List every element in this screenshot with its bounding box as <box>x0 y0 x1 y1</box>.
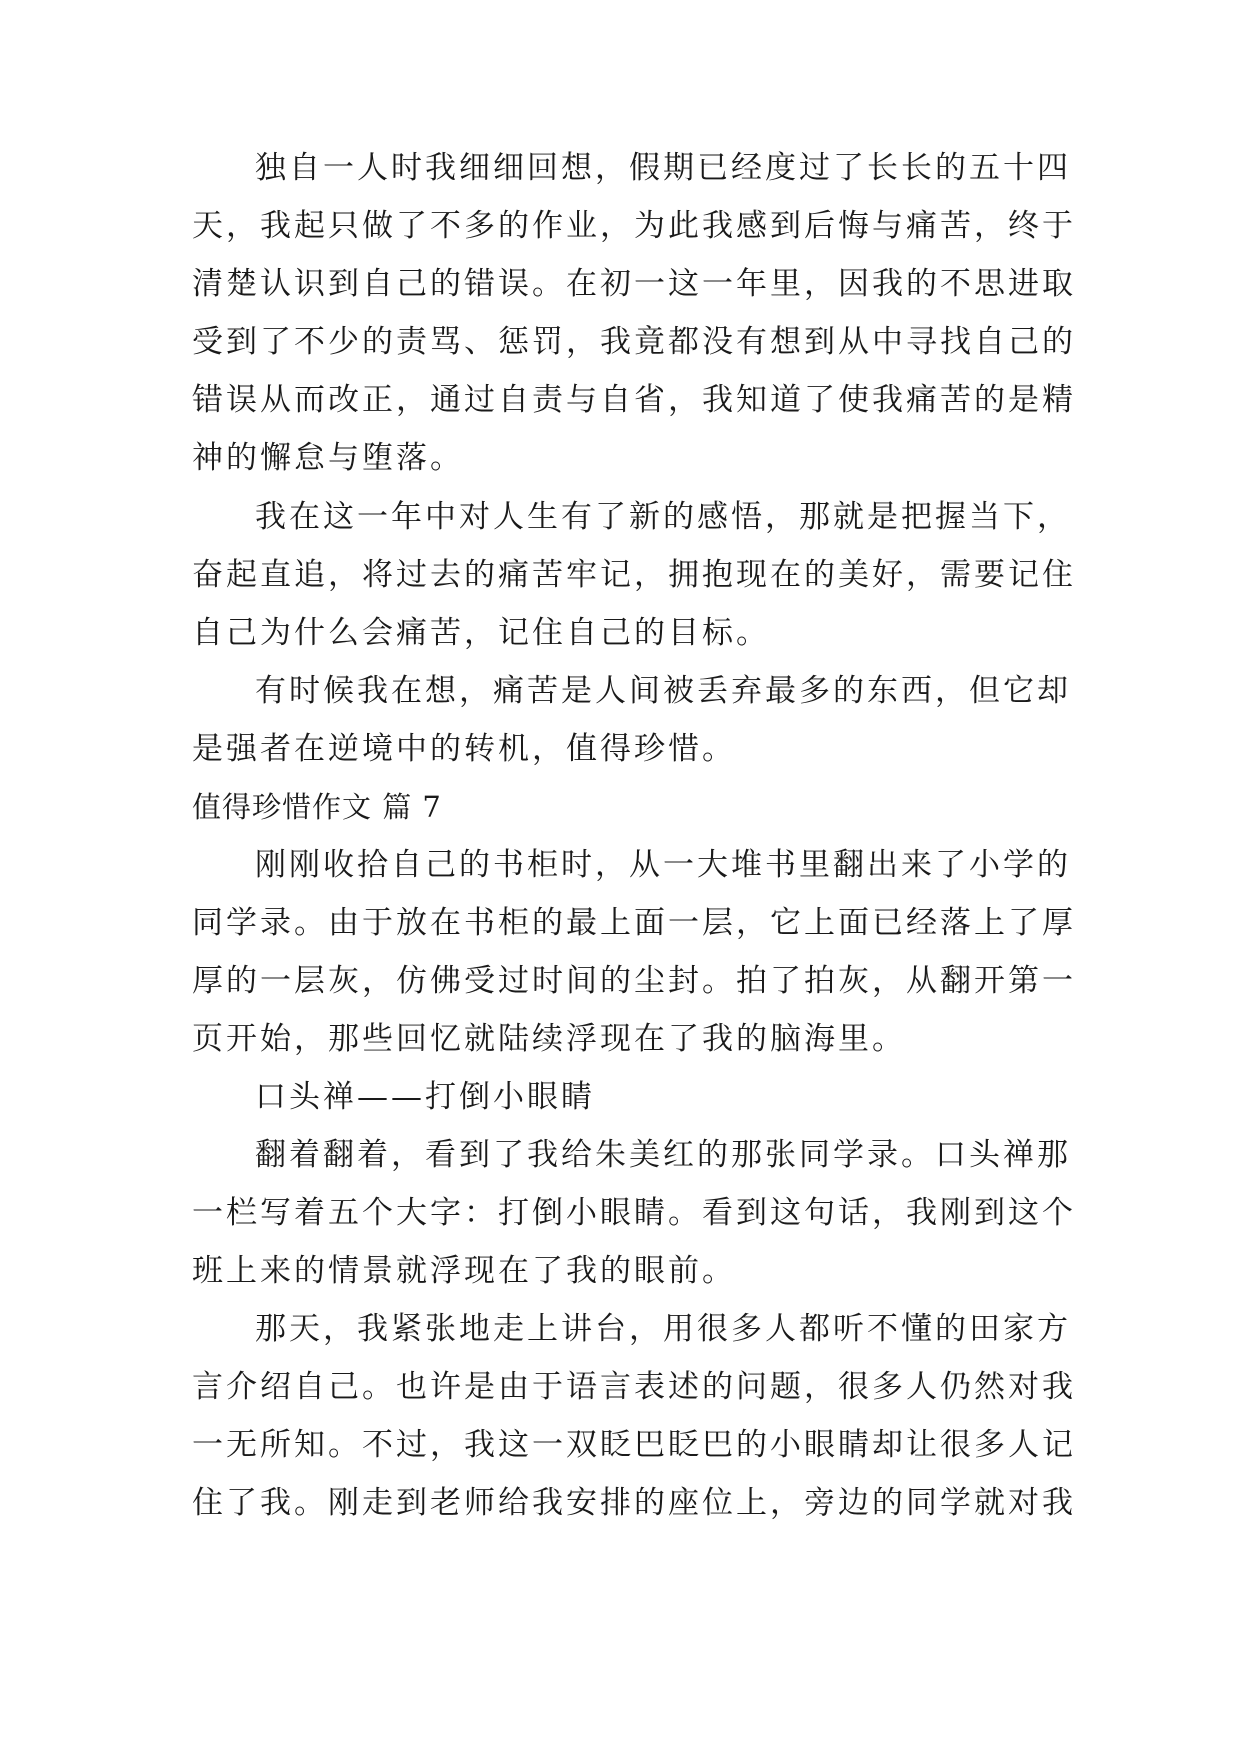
paragraph-line: 住了我。刚走到老师给我安排的座位上，旁边的同学就对我 <box>192 1485 1076 1521</box>
paragraph-line: 自己为什么会痛苦，记住自己的目标。 <box>192 615 770 651</box>
paragraph-line: 那天，我紧张地走上讲台，用很多人都听不懂的田家方 <box>255 1311 1071 1347</box>
paragraph-line: 一无所知。不过，我这一双眨巴眨巴的小眼睛却让很多人记 <box>192 1427 1076 1463</box>
paragraph-line: 一栏写着五个大字：打倒小眼睛。看到这句话，我刚到这个 <box>192 1195 1076 1231</box>
paragraph-line: 是强者在逆境中的转机，值得珍惜。 <box>192 731 736 767</box>
paragraph-line: 清楚认识到自己的错误。在初一这一年里，因我的不思进取 <box>192 266 1076 302</box>
paragraph-line: 页开始，那些回忆就陆续浮现在了我的脑海里。 <box>192 1021 906 1057</box>
subheading-line: 口头禅——打倒小眼睛 <box>255 1079 595 1115</box>
paragraph-line: 奋起直追，将过去的痛苦牢记，拥抱现在的美好，需要记住 <box>192 557 1076 593</box>
paragraph-line: 错误从而改正，通过自责与自省，我知道了使我痛苦的是精 <box>192 382 1076 418</box>
paragraph-line: 言介绍自己。也许是由于语言表述的问题，很多人仍然对我 <box>192 1369 1076 1405</box>
paragraph-line: 厚的一层灰，仿佛受过时间的尘封。拍了拍灰，从翻开第一 <box>192 963 1076 999</box>
paragraph-line: 有时候我在想，痛苦是人间被丢弃最多的东西，但它却 <box>255 673 1071 709</box>
paragraph-line: 独自一人时我细细回想，假期已经度过了长长的五十四 <box>255 150 1071 186</box>
paragraph-line: 刚刚收拾自己的书柜时，从一大堆书里翻出来了小学的 <box>255 847 1071 883</box>
paragraph-line: 翻着翻着，看到了我给朱美红的那张同学录。口头禅那 <box>255 1137 1071 1173</box>
section-heading: 值得珍惜作文 篇 7 <box>192 790 442 824</box>
paragraph-line: 班上来的情景就浮现在了我的眼前。 <box>192 1253 736 1289</box>
paragraph-line: 我在这一年中对人生有了新的感悟，那就是把握当下， <box>255 499 1071 535</box>
paragraph-line: 受到了不少的责骂、惩罚，我竟都没有想到从中寻找自己的 <box>192 324 1076 360</box>
paragraph-line: 同学录。由于放在书柜的最上面一层，它上面已经落上了厚 <box>192 905 1076 941</box>
paragraph-line: 神的懈怠与堕落。 <box>192 440 464 476</box>
paragraph-line: 天，我起只做了不多的作业，为此我感到后悔与痛苦，终于 <box>192 208 1076 244</box>
